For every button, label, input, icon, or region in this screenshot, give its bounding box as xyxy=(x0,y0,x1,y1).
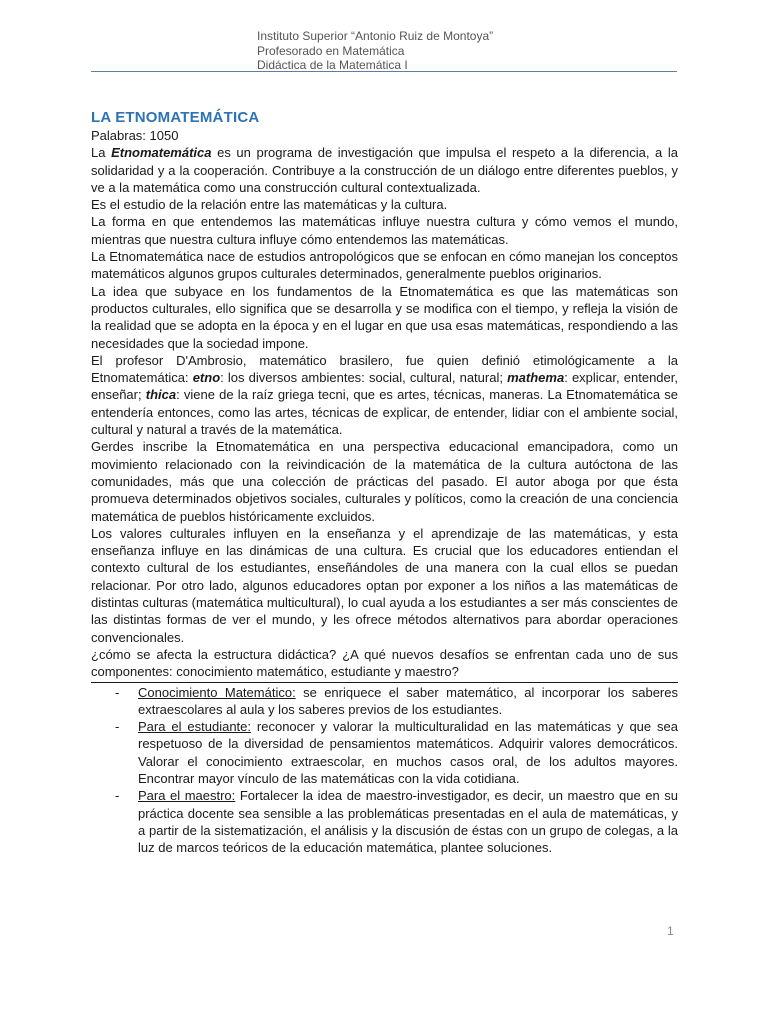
list-item-label: Para el maestro: xyxy=(138,788,236,804)
list-item-text: se enriquece el saber matemático, al incorporar los saberes extraescolares al aula y los saberes previos de los estudiantes. xyxy=(138,684,678,717)
list-item-label: Conocimiento Matemático: xyxy=(138,684,296,700)
paragraph-definition xyxy=(91,144,678,196)
list-item xyxy=(91,718,678,787)
list-dash: - xyxy=(115,684,120,700)
text-run: : explicar, entender, enseñar; xyxy=(91,370,678,403)
emphasis-term: etno xyxy=(192,370,221,386)
components-list xyxy=(91,684,678,857)
didactic-question: ¿cómo se afecta la estructura didáctica? ¿A qué nuevos desafíos se enfrentan cada uno de sus componentes: conocimiento matemático, estudiante y maestro? xyxy=(91,646,678,683)
emphasis-term: Etnomatemática xyxy=(111,145,212,161)
text-run: La xyxy=(91,145,112,161)
paragraph-values: Los valores culturales influyen en la enseñanza y el aprendizaje de las matemáticas, y esta enseñanza influye en las dinámicas de una cultura. Es crucial que los educadores entiendan el contexto cultural de los estudiantes, enseñándoles de una manera con la cual ellos se puedan relacionar. Por otro lado, algunos educadores optan por exponer a los niños a las matemáticas de distintas culturas (matemática multicultural), lo cual ayuda a los estudiantes a ser más conscientes de las distintas formas de ver el mundo, y les ofrece métodos alternativos para abordar operaciones convencionales. xyxy=(91,525,678,645)
list-item-label: Para el estudiante: xyxy=(138,719,251,735)
paragraph-study: Es el estudio de la relación entre las matemáticas y la cultura. xyxy=(91,197,448,213)
list-item xyxy=(91,684,678,719)
text-run: : viene de la raíz griega tecni, que es artes, técnicas, maneras. La Etnomatemática se entendería entonces, como las artes, técnicas de explicar, de entender, lidiar con el ambiente social, cultural y natural a través de la matemática. xyxy=(91,387,678,438)
paragraph-gerdes: Gerdes inscribe la Etnomatemática en una perspectiva educacional emancipadora, como un movimiento relacionado con la reivindicación de la matemática de la cultura autóctona de las comunidades, más que una colección de prácticas del pasado. El autor aboga por que ésta promueva determinados objetivos sociales, culturales y políticos, como la creación de una conciencia matemática de pueblos históricamente excluidos. xyxy=(91,439,678,524)
list-item xyxy=(91,787,678,856)
header-program: Profesorado en Matemática xyxy=(257,43,405,58)
list-dash: - xyxy=(115,719,120,735)
paragraph-origin: La Etnomatemática nace de estudios antropológicos que se enfocan en cómo manejan los conceptos matemáticos algunos grupos culturales determinados, generalmente pueblos originarios. xyxy=(91,249,678,282)
list-item-text: Fortalecer la idea de maestro-investigador, es decir, un maestro que en su práctica docente sea sensible a las problemáticas presentadas en el aula de matemáticas, y a partir de la sistematización, el análisis y la discusión de éstas con un grupo de colegas, a la luz de marcos teóricos de la educación matemática, plantee soluciones. xyxy=(138,788,678,856)
document-title: LA ETNOMATEMÁTICA xyxy=(91,109,260,126)
word-count: Palabras: 1050 xyxy=(91,128,179,143)
text-run: : los diversos ambientes: social, cultural, natural; xyxy=(220,370,508,386)
paragraph-idea: La idea que subyace en los fundamentos de la Etnomatemática es que las matemáticas son productos culturales, ello significa que se desarrolla y se modifica con el tiempo, y refleja la visión de la realidad que se adopta en la época y en el lugar en que usa esas matemáticas, respondiendo a las necesidades que la sociedad impone. xyxy=(91,283,678,351)
list-item-text: reconocer y valorar la multiculturalidad en las matemáticas y que sea respetuoso de la diversidad de pensamientos matemáticos. Adquirir valores democráticos. Valorar el conocimiento extraescolar, en muchos casos oral, de los adultos mayores. Encontrar mayor vínculo de las matemáticas con la vida cotidiana. xyxy=(138,719,678,786)
paragraph-culture: La forma en que entendemos las matemáticas influye nuestra cultura y cómo vemos el mundo, mientras que nuestra cultura influye cómo entendemos las matemáticas. xyxy=(91,214,678,247)
document-body xyxy=(91,108,678,856)
page-number: 1 xyxy=(667,924,674,938)
text-run: El profesor D'Ambrosio, matemático brasilero, fue quien definió etimológicamente a la Etnomatemática: xyxy=(91,352,678,386)
emphasis-term: mathema xyxy=(507,370,565,386)
list-dash: - xyxy=(115,788,120,804)
header-institution: Instituto Superior “Antonio Ruiz de Montoya” xyxy=(257,29,494,43)
emphasis-term: thica xyxy=(145,387,177,403)
header-course: Didáctica de la Matemática I xyxy=(257,58,408,72)
text-run: es un programa de investigación que impulsa el respeto a la diferencia, a la solidaridad y a la cooperación. Contribuye a la construcción de un diálogo entre diferentes pueblos, y ve a la matemática como una construcción cultural contextualizada. xyxy=(91,145,678,195)
header-divider xyxy=(91,71,677,72)
paragraph-dambrosio xyxy=(91,352,678,438)
page-header xyxy=(257,29,493,73)
